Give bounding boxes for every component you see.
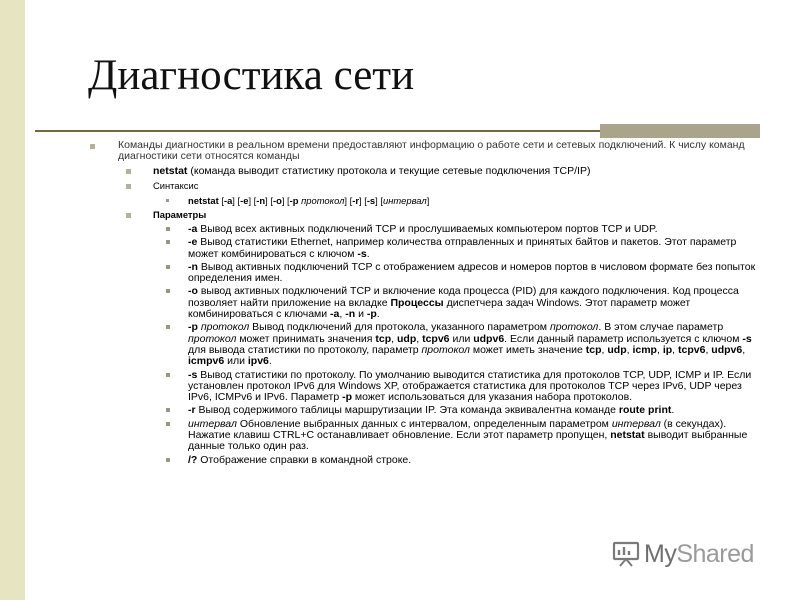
- square-bullet-icon: [166, 227, 170, 231]
- param-text: ,: [601, 343, 608, 356]
- param-bold: Процессы: [390, 296, 444, 309]
- param-text: или: [224, 355, 248, 368]
- param-bold: route print: [618, 404, 672, 417]
- logo-text-shared: Shared: [676, 539, 754, 568]
- param-option: -p: [188, 321, 198, 334]
- param-option: -n: [188, 260, 198, 273]
- param-arg: протокол: [197, 321, 250, 334]
- square-bullet-icon: [126, 169, 131, 174]
- param-item-n: [88, 262, 760, 285]
- param-text: ,: [339, 308, 346, 321]
- param-bold: udp: [397, 332, 417, 345]
- syntax-part: ] [: [265, 195, 273, 206]
- param-bold: tcpv6: [678, 343, 706, 356]
- syntax-cmd: netstat: [188, 195, 219, 206]
- param-text: ,: [705, 343, 712, 356]
- param-option: -s: [188, 368, 198, 381]
- param-arg: протокол: [421, 343, 470, 356]
- param-text: или: [449, 332, 474, 345]
- param-bold: udpv6: [473, 332, 505, 345]
- square-bullet-icon: [90, 144, 95, 149]
- param-text: (в секундах). Нажатие клавиш CTRL+C останавливает обновление. Если этот параметр пропущен,: [188, 417, 727, 442]
- param-item-help: [88, 455, 760, 466]
- syntax-heading: [88, 180, 760, 192]
- netstat-command: netstat: [153, 165, 188, 177]
- param-text: Вывод статистики Ethernet, например количества отправленных и принятых байтов и пакетов. Этот параметр может комбинироваться с ключом: [188, 236, 737, 260]
- square-bullet-icon: [166, 289, 170, 293]
- square-bullet-icon: [126, 213, 131, 218]
- param-text: Отображение справки в командной строке.: [197, 453, 412, 466]
- syntax-part: ] [: [281, 195, 290, 206]
- param-text: Вывод активных подключений TCP с отображением адресов и номеров портов в числовом формате без попыток определения имен.: [188, 260, 756, 285]
- param-text: Вывод подключений для протокола, указанного параметром: [249, 321, 550, 334]
- param-bold: icmp: [632, 343, 657, 356]
- param-text: Вывод всех активных подключений TCP и прослушиваемых компьютером портов TCP и UDP.: [197, 223, 658, 235]
- param-bold: -s: [742, 332, 752, 345]
- syntax-opt: -s: [366, 195, 376, 206]
- param-text: и: [355, 308, 367, 321]
- param-arg: интервал: [611, 417, 661, 430]
- param-bold: ip: [662, 343, 673, 356]
- square-bullet-icon: [166, 240, 170, 244]
- param-text: .: [671, 404, 675, 417]
- square-bullet-icon: [166, 325, 170, 329]
- param-item-a: [88, 224, 760, 235]
- param-text: .: [268, 355, 272, 368]
- param-text: Обновление выбранных данных с интервалом, определенным параметром: [236, 417, 612, 430]
- square-bullet-icon: [166, 265, 170, 269]
- netstat-item: [88, 165, 760, 177]
- param-arg: протокол: [188, 332, 237, 345]
- param-item-o: [88, 286, 760, 320]
- intro-text: Команды диагностики в реальном времени предоставляют информацию о работе сети и сетевых подключений. К числу команд диагностики сети относятся команды: [118, 139, 745, 162]
- param-item-e: [88, 237, 760, 260]
- param-text: для вывода статистики по протоколу, параметр: [188, 343, 422, 356]
- param-bold: udpv6: [711, 343, 743, 356]
- param-item-interval: [88, 419, 760, 453]
- param-arg: интервал: [188, 417, 237, 430]
- myshared-logo: [612, 540, 754, 568]
- param-text: вывод активных подключений TCP и включение кода процесса (PID) для каждого подключения. Код процесса позволяет найти приложение на вкладке: [188, 285, 739, 309]
- slide-content: [88, 140, 760, 468]
- small-bullet-icon: [166, 199, 169, 202]
- title-accent-bar: [600, 124, 760, 138]
- syntax-opt: -n: [256, 195, 266, 206]
- syntax-opt: -r: [352, 195, 359, 206]
- syntax-part: ] [: [232, 195, 241, 206]
- param-option: -e: [188, 236, 198, 249]
- param-text: ,: [672, 343, 679, 356]
- param-option: /?: [188, 453, 198, 466]
- param-item-p: [88, 322, 760, 367]
- left-decorative-bar: [0, 0, 25, 600]
- square-bullet-icon: [166, 422, 170, 426]
- slide-title: Диагностика сети: [88, 52, 415, 99]
- param-bold: udp: [607, 343, 627, 356]
- param-item-s: [88, 370, 760, 404]
- syntax-opt: -e: [240, 195, 249, 206]
- param-bold: tcp: [585, 343, 602, 356]
- syntax-arg: интервал: [382, 195, 427, 206]
- presentation-board-icon: [612, 540, 640, 568]
- param-text: может использоваться для указания набора протоколов.: [352, 391, 633, 404]
- params-label: Параметры: [153, 209, 207, 220]
- param-option: -p: [342, 391, 352, 404]
- intro-paragraph: [88, 140, 760, 162]
- syntax-part: ] [: [344, 195, 353, 206]
- param-text: диспетчера задач Windows. Этот параметр может комбинироваться с ключами: [188, 296, 691, 321]
- param-text: ,: [656, 343, 663, 356]
- logo-text: [644, 540, 754, 569]
- syntax-part: ] [: [248, 195, 257, 206]
- title-underline: [35, 130, 600, 132]
- param-bold: ipv6: [247, 355, 269, 368]
- param-text: может иметь значение: [469, 343, 586, 356]
- param-bold: icmpv6: [188, 355, 225, 368]
- param-option: -n: [345, 308, 356, 321]
- syntax-opt: -o: [272, 195, 282, 206]
- square-bullet-icon: [166, 458, 170, 462]
- syntax-line: [88, 195, 760, 206]
- param-text: может принимать значения: [236, 332, 376, 345]
- square-bullet-icon: [166, 408, 170, 412]
- params-heading: [88, 209, 760, 221]
- square-bullet-icon: [126, 184, 131, 189]
- netstat-description: (команда выводит статистику протокола и текущие сетевые подключения TCP/IP): [187, 165, 591, 177]
- param-text: .: [376, 308, 380, 321]
- syntax-part: [: [218, 195, 224, 206]
- param-item-r: [88, 405, 760, 416]
- param-arg: протокол: [549, 321, 599, 334]
- param-option: -a: [330, 308, 340, 321]
- param-text: . Если данный параметр используется с ключом: [504, 332, 743, 345]
- param-text: . В этом случае параметр: [598, 321, 724, 334]
- syntax-part: ] [: [358, 195, 367, 206]
- param-bold: tcp: [375, 332, 392, 345]
- param-bold: netstat: [610, 429, 645, 442]
- syntax-part: ]: [426, 195, 430, 206]
- param-text: выводит выбранные данные только один раз.: [188, 429, 748, 453]
- param-option: -a: [188, 223, 198, 235]
- param-text: ,: [416, 332, 423, 345]
- syntax-part: ] [: [375, 195, 383, 206]
- square-bullet-icon: [166, 373, 170, 377]
- syntax-arg: протокол: [298, 195, 345, 206]
- param-option: -o: [188, 285, 198, 298]
- syntax-opt: -p: [289, 195, 299, 206]
- param-text: ,: [742, 343, 746, 356]
- param-option: -p: [366, 308, 377, 321]
- param-text: ,: [391, 332, 397, 345]
- param-option: -r: [188, 404, 196, 417]
- param-text: Вывод статистики по протоколу. По умолчанию выводится статистика для протоколов TCP, UDP, ICMP и IP. Если установлен протокол IPv6 для Windows XP, отображается статистика для протоколов TCP через IPv6, UDP через IPv6, ICMPv6 и IPv6. Параметр: [188, 368, 752, 404]
- syntax-opt: -a: [223, 195, 233, 206]
- param-text: ,: [626, 343, 633, 356]
- syntax-label: Синтаксис: [153, 180, 199, 191]
- param-text: Вывод содержимого таблицы маршрутизации IP. Эта команда эквивалентна команде: [195, 404, 619, 417]
- logo-text-my: My: [644, 539, 677, 568]
- param-bold: tcpv6: [422, 332, 450, 345]
- param-option: -s: [357, 247, 367, 260]
- param-text: .: [366, 247, 370, 260]
